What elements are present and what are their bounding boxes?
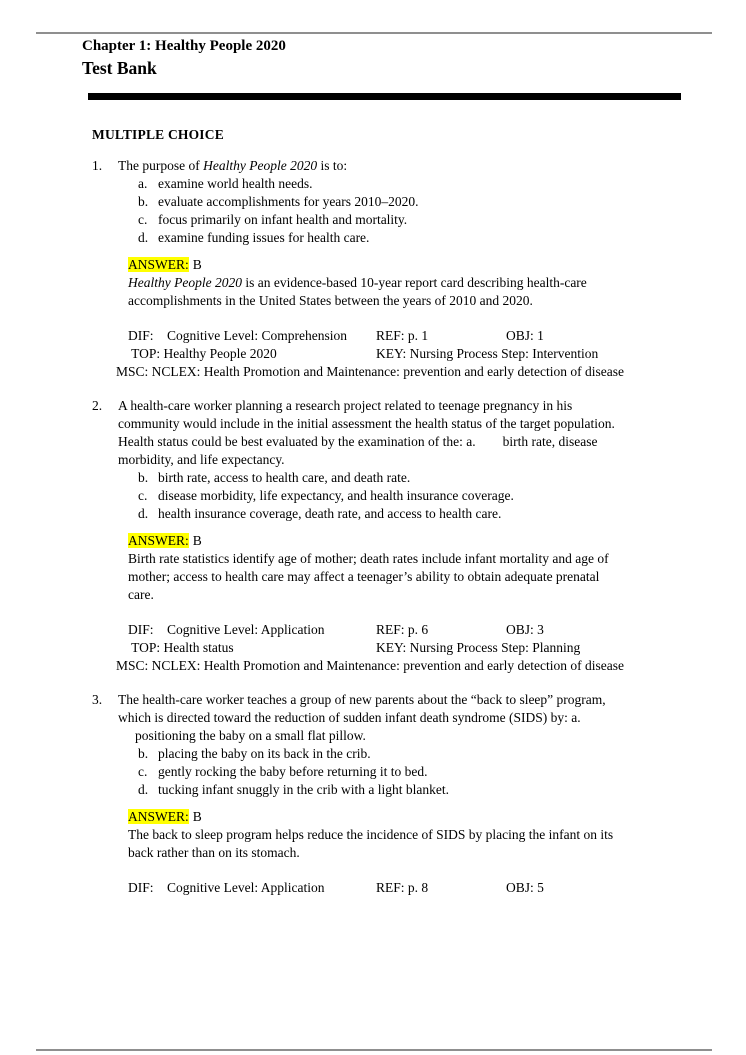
footer-rule — [36, 1049, 712, 1051]
option-row — [138, 487, 692, 505]
meta-key: KEY: Nursing Process Step: Planning — [376, 640, 581, 655]
option-text: health insurance coverage, death rate, and access to health care. — [158, 506, 502, 521]
option-letter: c. — [138, 764, 148, 779]
option-letter: d. — [138, 782, 149, 797]
stem-text: community would include in the initial assessment the health status of the target population. — [118, 416, 615, 431]
answer-value: B — [192, 809, 202, 824]
option-text: evaluate accomplishments for years 2010–2020. — [158, 194, 419, 209]
meta-row-msc — [116, 363, 692, 381]
question-2 — [92, 397, 692, 675]
option-letter: b. — [138, 470, 149, 485]
feedback — [128, 550, 692, 604]
meta-row-dif — [128, 621, 692, 639]
feedback-text: mother; access to health care may affect a teenager’s ability to obtain adequate prenatal — [128, 569, 600, 584]
option-letter: d. — [138, 230, 149, 245]
question-stem-row — [92, 397, 692, 469]
feedback-italic-title: Healthy People 2020 — [128, 275, 242, 290]
option-letter: b. — [138, 194, 149, 209]
option-letter: d. — [138, 506, 149, 521]
option-row — [138, 211, 692, 229]
option-row — [138, 193, 692, 211]
option-row — [138, 505, 692, 523]
option-text: examine world health needs. — [158, 176, 313, 191]
meta-dif: DIF: Cognitive Level: Application — [128, 880, 325, 895]
option-list — [138, 175, 692, 247]
feedback — [128, 826, 692, 862]
chapter-title: Chapter 1: Healthy People 2020 — [82, 38, 286, 54]
option-row — [138, 229, 692, 247]
option-text: birth rate, access to health care, and death rate. — [158, 470, 411, 485]
option-letter: c. — [138, 212, 148, 227]
option-letter: b. — [138, 746, 149, 761]
question-stem — [118, 691, 692, 745]
option-letter: c. — [138, 488, 148, 503]
meta-dif: DIF: Cognitive Level: Application — [128, 622, 325, 637]
meta-dif: DIF: Cognitive Level: Comprehension — [128, 328, 347, 343]
meta-ref: REF: p. 1 — [376, 328, 429, 343]
meta-obj: OBJ: 1 — [506, 328, 544, 343]
feedback-text: is an evidence-based 10-year report card describing health-care — [241, 275, 587, 290]
option-letter: a. — [138, 176, 148, 191]
answer-line — [128, 532, 692, 550]
meta-msc: MSC: NCLEX: Health Promotion and Maintenance: prevention and early detection of disease — [116, 658, 624, 673]
stem-text: is to: — [317, 158, 348, 173]
document-subtitle: Test Bank — [82, 58, 157, 78]
feedback-text: The back to sleep program helps reduce the incidence of SIDS by placing the infant on its — [128, 827, 614, 842]
question-number: 3. — [92, 692, 103, 707]
answer-value: B — [192, 533, 202, 548]
feedback-text: care. — [128, 587, 154, 602]
document-body — [92, 126, 692, 897]
option-text: placing the baby on its back in the crib. — [158, 746, 371, 761]
meta-obj: OBJ: 3 — [506, 622, 544, 637]
meta-obj: OBJ: 5 — [506, 880, 544, 895]
meta-row-dif — [128, 327, 692, 345]
meta-row-dif — [128, 879, 692, 897]
answer-label: ANSWER: — [128, 257, 189, 272]
stem-text: morbidity, and life expectancy. — [118, 452, 285, 467]
meta-msc: MSC: NCLEX: Health Promotion and Maintenance: prevention and early detection of disease — [116, 364, 624, 379]
stem-text: A health-care worker planning a research project related to teenage pregnancy in his — [118, 398, 573, 413]
question-stem-row — [92, 691, 692, 745]
stem-text: positioning the baby on a small flat pillow. — [135, 728, 366, 743]
feedback-text: back rather than on its stomach. — [128, 845, 300, 860]
stem-text: which is directed toward the reduction of sudden infant death syndrome (SIDS) by: a. — [118, 710, 581, 725]
meta-top: TOP: Healthy People 2020 — [128, 346, 277, 361]
stem-italic-title: Healthy People 2020 — [203, 158, 318, 173]
answer-label: ANSWER: — [128, 533, 189, 548]
option-text: tucking infant snuggly in the crib with a light blanket. — [158, 782, 449, 797]
question-stem — [118, 157, 692, 175]
stem-text: The purpose of — [118, 158, 204, 173]
feedback-text: accomplishments in the United States between the years of 2010 and 2020. — [128, 293, 533, 308]
meta-row-msc — [116, 657, 692, 675]
question-stem-row — [92, 157, 692, 175]
option-list — [138, 745, 692, 799]
header-rule — [36, 32, 712, 34]
option-text: examine funding issues for health care. — [158, 230, 370, 245]
feedback-text: Birth rate statistics identify age of mother; death rates include infant mortality and age of — [128, 551, 609, 566]
option-text: gently rocking the baby before returning it to bed. — [158, 764, 428, 779]
meta-ref: REF: p. 6 — [376, 622, 429, 637]
option-row — [138, 745, 692, 763]
option-row — [138, 781, 692, 799]
stem-text: The health-care worker teaches a group of new parents about the “back to sleep” program, — [118, 692, 606, 707]
meta-block — [116, 621, 692, 675]
option-list — [138, 469, 692, 523]
question-number: 2. — [92, 398, 103, 413]
answer-value: B — [192, 257, 202, 272]
answer-line — [128, 256, 692, 274]
feedback — [128, 274, 692, 310]
title-divider-bar — [88, 93, 681, 100]
answer-label: ANSWER: — [128, 809, 189, 824]
option-row — [138, 175, 692, 193]
meta-block — [116, 327, 692, 381]
question-stem — [118, 397, 692, 469]
meta-ref: REF: p. 8 — [376, 880, 429, 895]
question-number: 1. — [92, 158, 103, 173]
option-text: disease morbidity, life expectancy, and health insurance coverage. — [158, 488, 514, 503]
meta-key: KEY: Nursing Process Step: Intervention — [376, 346, 599, 361]
stem-text: Health status could be best evaluated by the examination of the: a. birth rate, disease — [118, 434, 598, 449]
option-text: focus primarily on infant health and mortality. — [158, 212, 408, 227]
document-header — [82, 0, 746, 81]
meta-row-top — [128, 639, 692, 657]
answer-line — [128, 808, 692, 826]
section-heading: MULTIPLE CHOICE — [92, 127, 224, 142]
option-row — [138, 469, 692, 487]
option-row — [138, 763, 692, 781]
question-3 — [92, 691, 692, 897]
meta-top: TOP: Health status — [128, 640, 234, 655]
question-1 — [92, 157, 692, 381]
meta-block — [128, 879, 692, 897]
meta-row-top — [128, 345, 692, 363]
